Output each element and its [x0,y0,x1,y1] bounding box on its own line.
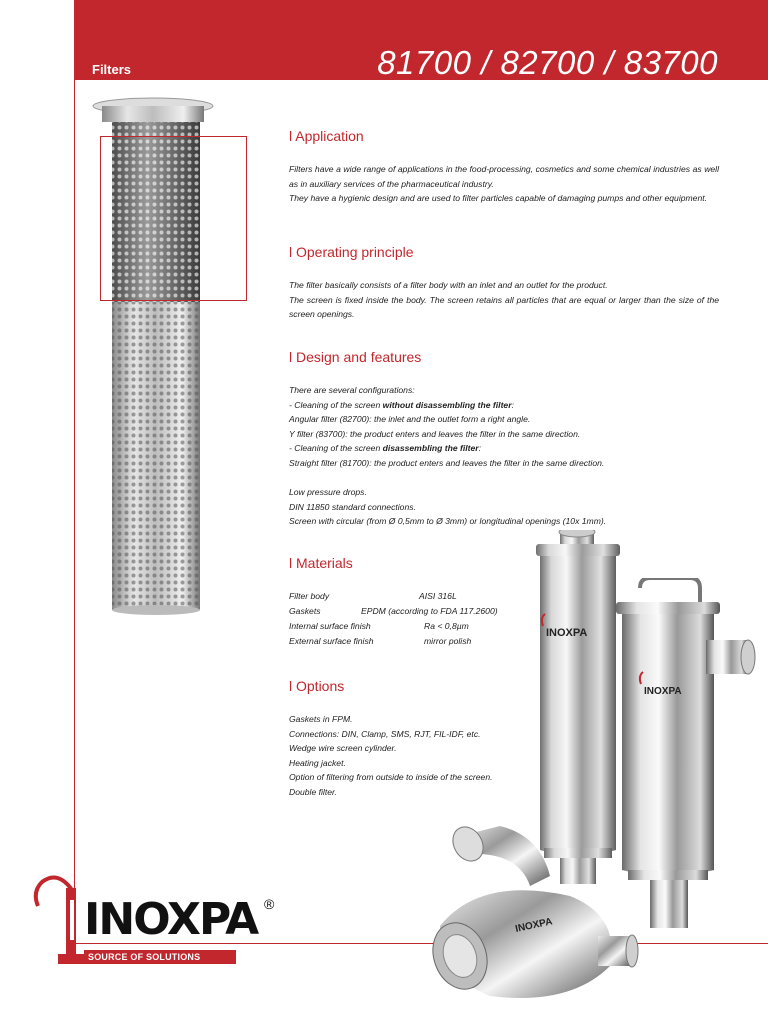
operating-section [289,244,719,322]
material-row: Filter body AISI 316L [289,591,457,601]
material-row: Internal surface finish Ra < 0,8µm [289,621,469,631]
option-item: Heating jacket. [289,757,346,768]
option-item: Connections: DIN, Clamp, SMS, RJT, FIL-IDF, etc. [289,728,481,739]
operating-text-2: The screen is fixed inside the body. The screen retains all particles that are equal or larger than the size of the screen openings. [289,294,719,320]
application-text-2: They have a hygienic design and are used to filter particles capable of damaging pumps and other equipment. [289,193,708,204]
materials-title: l Materials [289,555,353,571]
option-item: Wedge wire screen cylinder. [289,743,397,754]
option-item: Double filter. [289,786,337,797]
product-label: INOXPA [546,627,588,639]
product-codes: 81700 / 82700 / 83700 [377,44,718,81]
operating-text-1: The filter basically consists of a filter body with an inlet and an outlet for the product. [289,280,608,290]
product-label: INOXPA [644,686,682,697]
registered-mark: ® [264,896,275,912]
design-intro: There are several configurations: [289,385,415,395]
design-item-2: - Cleaning of the screen disassembling the filter: [289,443,482,454]
logo-wordmark: INOXPA [84,894,258,945]
spacer [289,471,719,486]
material-row: External surface finish mirror polish [289,636,472,646]
design-title: l Design and features [289,349,422,365]
application-title: l Application [289,128,364,144]
logo-tagline: SOURCE OF SOLUTIONS [88,952,201,962]
option-item: Option of filtering from outside to inside of the screen. [289,772,493,783]
design-low-pressure: Low pressure drops. [289,487,367,498]
operating-title: l Operating principle [289,244,414,260]
pump-icon [28,870,88,970]
design-din: DIN 11850 standard connections. [289,501,416,512]
section-label: Filters [92,62,132,77]
design-screen: Screen with circular (from Ø 0,5mm to Ø 3mm) or longitudinal openings (10x 1mm). [289,516,607,527]
frame-vertical-line [74,80,75,944]
product-label: INOXPA [514,916,554,935]
application-text-1: Filters have a wide range of applications in the food-processing, cosmetics and some chemical industries as well as in auxiliary services of the pharmaceutical industry. [289,164,719,189]
option-item: Gaskets in FPM. [289,714,353,724]
material-row: Gaskets EPDM (according to FDA 117.2600) [289,606,498,616]
application-section [289,128,719,206]
zoom-highlight-box [100,136,247,301]
design-angular: Angular filter (82700): the inlet and the outlet form a right angle. [289,414,531,425]
inoxpa-logo [28,870,288,970]
design-straight: Straight filter (81700): the product enters and leaves the filter in the same direction. [289,457,605,468]
options-title: l Options [289,678,345,694]
design-section [289,349,719,529]
y-filter-image [420,806,640,1020]
design-item-1: - Cleaning of the screen without disassembling the filter: [289,399,514,410]
design-y-filter: Y filter (83700): the product enters and leaves the filter in the same direction. [289,428,581,439]
